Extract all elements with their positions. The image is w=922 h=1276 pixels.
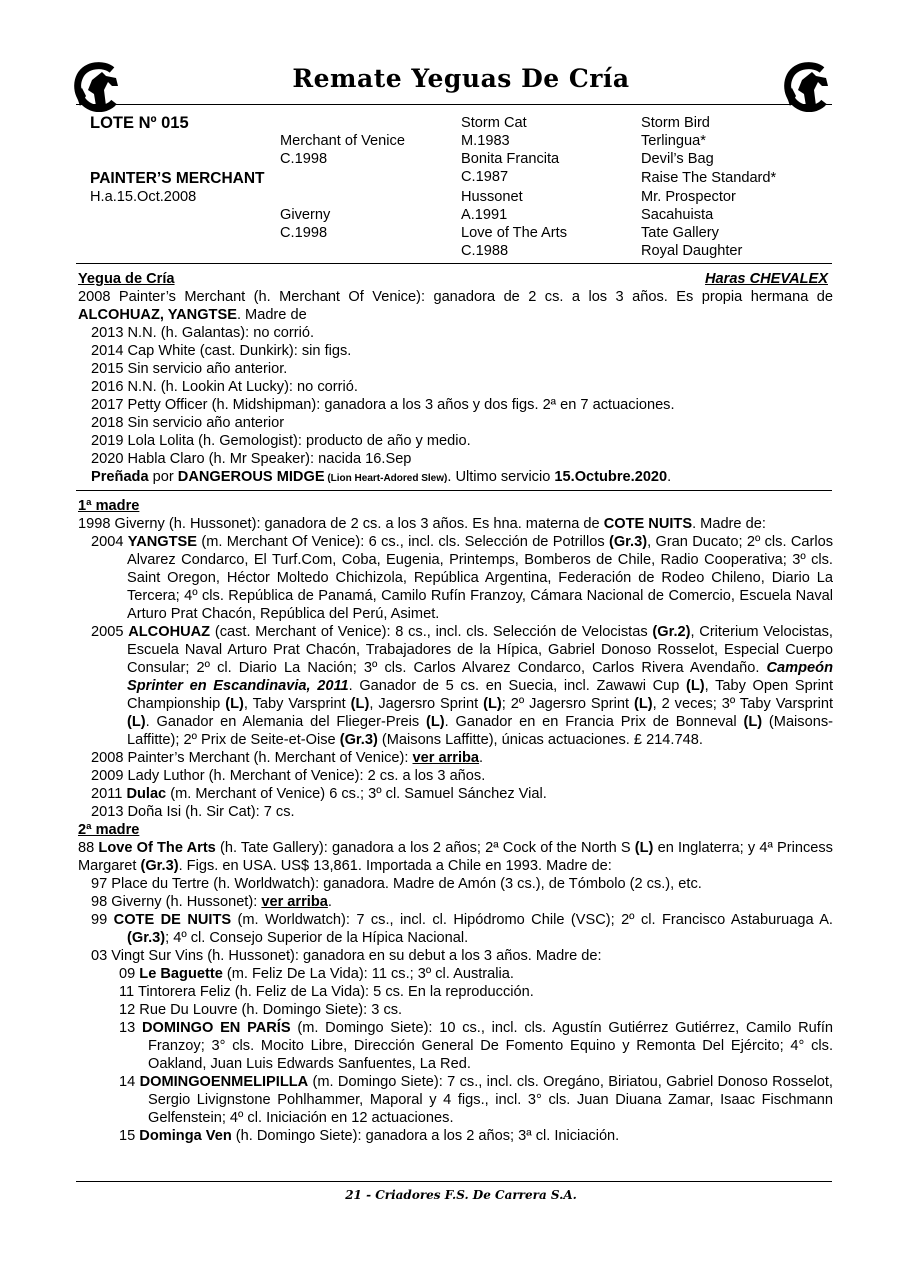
list-item: 2004 YANGTSE (m. Merchant Of Venice): 6 cs., incl. cls. Selección de Potrillos (Gr.3), Gran Ducato; 2º cls. Carlos Alvarez Condarco, El Turf.Com, Coba, Eugenia, Printemps, Bomberos de Chile, Radio Cooperativa; 3º cls. Saint Oregon, Héctor Moltedo Chichizola, República Argentina, Federación de Rodeo Chileno, Diario La Tercera; 4º cls. República de Panamá, Camilo Rufín Franzoy, Cámara Nacional de Comercio, Escuela Naval Arturo Prat Chacón, República del Perú, Asimet.	[91, 534, 833, 622]
page-title: Remate Yeguas De Cría	[292, 64, 630, 93]
yegua-header: Yegua de Cría	[78, 271, 175, 287]
granddam-2-info: C.1988	[461, 243, 509, 259]
dam-name: Giverny	[280, 207, 331, 223]
list-item: 2011 Dulac (m. Merchant of Venice) 6 cs.; 3º cl. Samuel Sánchez Vial.	[91, 786, 547, 802]
list-item: 98 Giverny (h. Hussonet): ver arriba.	[91, 894, 332, 910]
list-item: 03 Vingt Sur Vins (h. Hussonet): ganadora en su debut a los 3 años. Madre de:	[91, 948, 602, 964]
first-dam-section	[78, 497, 833, 1145]
great-grandparent: Terlingua*	[641, 133, 706, 149]
section-rule	[76, 490, 832, 491]
granddam-1-info: C.1987	[461, 169, 509, 185]
list-item: 2016 N.N. (h. Lookin At Lucky): no corrió.	[91, 379, 358, 395]
list-item: 2017 Petty Officer (h. Midshipman): ganadora a los 3 años y dos figs. 2ª en 7 actuaciones.	[91, 397, 675, 413]
horse-name: PAINTER’S MERCHANT	[90, 170, 265, 187]
sire-info: C.1998	[280, 151, 328, 167]
dam-info: C.1998	[280, 225, 328, 241]
great-grandparent: Devil’s Bag	[641, 151, 714, 167]
page-footer: 21 - Criadores F.S. De Carrera S.A.	[345, 1188, 577, 1202]
list-item: 2014 Cap White (cast. Dunkirk): sin figs.	[91, 343, 352, 359]
great-grandparent: Tate Gallery	[641, 225, 719, 241]
list-item: 09 Le Baguette (m. Feliz De La Vida): 11 cs.; 3º cl. Australia.	[119, 966, 514, 982]
great-grandparent: Sacahuista	[641, 207, 714, 223]
grandsire-1: Storm Cat	[461, 115, 527, 131]
horse-info: H.a.15.Oct.2008	[90, 189, 197, 205]
list-item: 2020 Habla Claro (h. Mr Speaker): nacida 16.Sep	[91, 451, 412, 467]
list-item: 2008 Painter’s Merchant (h. Merchant of Venice): ver arriba.	[91, 750, 484, 766]
second-dam-header: 2ª madre	[78, 822, 140, 838]
header-rule	[76, 104, 832, 105]
grandsire-2: Hussonet	[461, 189, 523, 205]
great-grandparent: Raise The Standard*	[641, 170, 777, 186]
granddam-2: Love of The Arts	[461, 225, 568, 241]
list-item: 2015 Sin servicio año anterior.	[91, 361, 288, 377]
first-dam-intro: 1998 Giverny (h. Hussonet): ganadora de 2 cs. a los 3 años. Es hna. materna de COTE NUITS. Madre de:	[78, 516, 766, 532]
list-item: 2019 Lola Lolita (h. Gemologist): producto de año y medio.	[91, 433, 471, 449]
lote-number: LOTE Nº 015	[90, 114, 189, 132]
list-item: 2005 ALCOHUAZ (cast. Merchant of Venice): 8 cs., incl. cls. Selección de Velocistas (Gr.2), Criterium Velocistas, Escuela Naval Arturo Prat Chacón, Trabajadores de la Hípica, Gabriel Donoso Rosselot, Especial Cuerpo Consular; 2º cl. Diario La Nación; 3º cls. Carlos Alvarez Condarco, Carlos Rivera Avendaño. Campeón Sprinter en Escandinavia, 2011. Ganador de 5 cs. en Suecia, incl. Zawawi Cup (L), Taby Open Sprint Championship (L), Taby Varsprint (L), Jagersro Sprint (L); 2º Jagersro Sprint (L), 2 veces; 3º Taby Varsprint (L). Ganador en Alemania del Flieger-Preis (L). Ganador en en Francia Prix de Bonneval (L) (Maisons-Laffitte); 2º Prix de Seite-et-Oise (Gr.3) (Maisons Laffitte), únicas actuaciones. £ 214.748.	[91, 624, 834, 748]
list-item: 2018 Sin servicio año anterior	[91, 415, 285, 431]
great-grandparent: Mr. Prospector	[641, 189, 736, 205]
list-item: 14 DOMINGOENMELIPILLA (m. Domingo Siete): 7 cs., incl. cls. Oregáno, Biriatou, Gabriel Donoso Rosselot, Sergio Livignstone Pohlhammer, Maporal y 4 figs., incl. 3° cls. Juan Diuana Zamar, Isaac Fischmann Gelfenstein; 4º cl. Iniciación en 12 actuaciones.	[119, 1074, 833, 1126]
footer-rule	[76, 1181, 832, 1182]
haras-name: Haras CHEVALEX	[704, 271, 828, 287]
great-grandparent: Storm Bird	[641, 115, 710, 131]
pregnancy-line: Preñada por DANGEROUS MIDGE (Lion Heart-Adored Slew). Ultimo servicio 15.Octubre.2020.	[91, 469, 672, 485]
list-item: 2009 Lady Luthor (h. Merchant of Venice): 2 cs. a los 3 años.	[91, 768, 486, 784]
great-grandparent: Royal Daughter	[641, 243, 743, 259]
list-item: 2013 N.N. (h. Galantas): no corrió.	[91, 325, 315, 341]
list-item: 12 Rue Du Louvre (h. Domingo Siete): 3 cs.	[119, 1002, 403, 1018]
list-item: 99 COTE DE NUITS (m. Worldwatch): 7 cs., incl. cl. Hipódromo Chile (VSC); 2º cl. Francisco Astaburuaga A. (Gr.3); 4º cl. Consejo Superior de la Hípica Nacional.	[91, 912, 833, 946]
granddam-1: Bonita Francita	[461, 151, 560, 167]
yegua-section	[78, 270, 833, 488]
second-dam-intro: 88 Love Of The Arts (h. Tate Gallery): ganadora a los 2 años; 2ª Cock of the North S (L) en Inglaterra; y 4ª Princess Margaret (Gr.3). Figs. en USA. US$ 13,861. Importada a Chile en 1993. Madre de:	[78, 840, 833, 874]
first-dam-header: 1ª madre	[78, 498, 140, 514]
grandsire-1-info: M.1983	[461, 133, 510, 149]
list-item: 15 Dominga Ven (h. Domingo Siete): ganadora a los 2 años; 3ª cl. Iniciación.	[119, 1128, 620, 1144]
list-item: 97 Place du Tertre (h. Worldwatch): ganadora. Madre de Amón (3 cs.), de Tómbolo (2 cs.), etc.	[91, 876, 702, 892]
list-item: 11 Tintorera Feliz (h. Feliz de La Vida): 5 cs. En la reproducción.	[119, 984, 534, 1000]
grandsire-2-info: A.1991	[461, 207, 508, 223]
list-item: 13 DOMINGO EN PARÍS (m. Domingo Siete): 10 cs., incl. cls. Agustín Gutiérrez Gutiérrez, Camilo Rufín Franzoy; 3° cls. Mocito Libre, Dirección General De Fomento Equino y Remonta Del Ejército; 4° cls. Oakland, Juan Luis Edwards Sanfuentes, La Red.	[119, 1020, 833, 1072]
list-item: 2013 Doña Isi (h. Sir Cat): 7 cs.	[91, 804, 295, 820]
yegua-intro: 2008 Painter’s Merchant (h. Merchant Of Venice): ganadora de 2 cs. a los 3 años. Es propia hermana de ALCOHUAZ, YANGTSE. Madre de	[78, 289, 833, 323]
sire-name: Merchant of Venice	[280, 133, 405, 149]
pedigree-rule	[76, 263, 832, 264]
